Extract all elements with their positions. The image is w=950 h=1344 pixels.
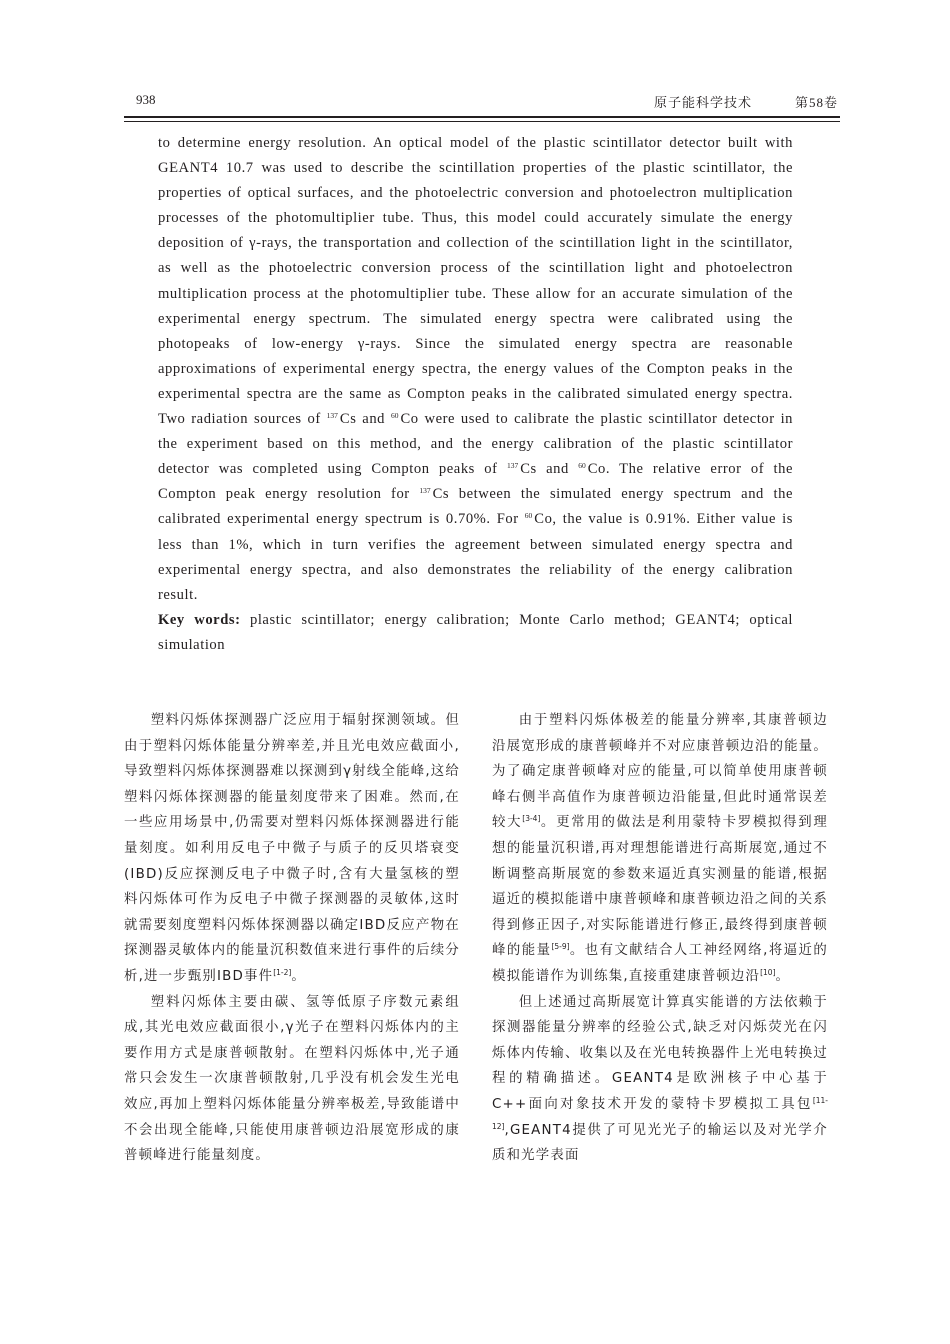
abstract-text: Cs between the simulated energy spectrum and the calibrated experimental energy spectrum is 0.70%. For <box>158 486 793 528</box>
isotope-mass: 137 <box>506 461 519 471</box>
body-paragraph <box>124 708 460 990</box>
header-rule-thick <box>124 116 840 118</box>
journal-title: 原子能科学技术 <box>653 95 752 110</box>
paragraph-text: 由于塑料闪烁体极差的能量分辨率,其康普顿边沿展宽形成的康普顿峰并不对应康普顿边沿的能量。为了确定康普顿峰对应的能量,可以简单使用康普顿峰右侧半高值作为康普顿边沿能量,但此时通常误差较大 <box>492 713 828 831</box>
body-paragraph <box>492 708 828 990</box>
paragraph-text: 。也有文献结合人工神经网络,将逼近的模拟能谱作为训练集,直接重建康普顿边沿 <box>492 943 828 984</box>
isotope-mass: 137 <box>419 486 431 496</box>
abstract-text: Cs and <box>520 461 569 478</box>
isotope-mass: 137 <box>326 411 338 421</box>
abstract-text: Co, the value is 0.91%. Either value is less than 1%, which in turn verifies the agreement between simulated energy spectra and experimental energy spectra, and also demonstrates the reliability of the energy calibration result. <box>158 511 793 603</box>
citation: [3-4] <box>522 814 541 824</box>
isotope-mass: 60 <box>390 411 399 421</box>
paragraph-text: 塑料闪烁体主要由碳、氢等低原子序数元素组成,其光电效应截面很小,γ光子在塑料闪烁体内的主要作用方式是康普顿散射。在塑料闪烁体中,光子通常只会发生一次康普顿散射,几乎没有机会发生光电效应,再加上塑料闪烁体能量分辨率极差,导致能谱中不会出现全能峰,只能使用康普顿边沿展宽形成的康普顿峰进行能量刻度。 <box>124 994 460 1164</box>
citation: [1-2] <box>273 967 292 977</box>
volume-label: 第58卷 <box>794 95 838 110</box>
abstract-text: Cs and <box>339 411 386 428</box>
english-abstract <box>158 131 793 658</box>
keywords-label: Key words: <box>158 611 241 628</box>
abstract-paragraph <box>158 131 793 608</box>
citation: [5-9] <box>551 942 570 952</box>
isotope-mass: 60 <box>578 461 586 471</box>
header-rule-thin <box>124 121 840 122</box>
paragraph-text: ,GEANT4提供了可见光光子的输运以及对光学介质和光学表面 <box>492 1122 828 1164</box>
body-paragraph <box>124 990 460 1169</box>
keywords-line <box>158 608 793 658</box>
paragraph-text: 。更常用的做法是利用蒙特卡罗模拟得到理想的能量沉积谱,再对理想能谱进行高斯展宽,通过不断调整高斯展宽的参数来逼近真实测量的能谱,根据逼近的模拟能谱中康普顿峰和康普顿边沿之间的关系得到修正因子,对实际能谱进行修正,最终得到康普顿峰的能量 <box>492 815 828 959</box>
paragraph-text: 。 <box>775 968 791 984</box>
keywords-text: plastic scintillator; energy calibration; Monte Carlo method; GEANT4; optical simulation <box>158 611 793 653</box>
body-paragraph <box>492 990 828 1169</box>
paragraph-text: 。 <box>291 968 306 984</box>
paragraph-text: 但上述通过高斯展宽计算真实能谱的方法依赖于探测器能量分辨率的经验公式,缺乏对闪烁荧光在闪烁体内传输、收集以及在光电转换器件上光电转换过程的精确描述。GEANT4是欧洲核子中心基于C++面向对象技术开发的蒙特卡罗模拟工具包 <box>492 994 828 1112</box>
abstract-text: to determine energy resolution. An optical model of the plastic scintillator detector built with GEANT4 10.7 was used to describe the scintillation properties of the plastic scintillator, the properties of optical surfaces, and the photoelectric conversion and photoelectron multiplication processes of the photomultiplier tube. Thus, this model could accurately simulate the energy deposition of γ-rays, the transportation and collection of the scintillation light in the scintillator, as well as the photoelectric conversion process of the scintillation light and photoelectron multiplication process at the photomultiplier tube. These allow for an accurate simulation of the experimental energy spectrum. The simulated energy spectra were calibrated using the photopeaks of low-energy γ-rays. Since the simulated energy spectra are reasonable approximations of experimental energy spectra, the energy values of the Compton peaks in the experimental spectra are the same as Compton peaks in the calibrated simulated energy spectra. Two radiation sources of <box>158 135 793 428</box>
page-header <box>124 92 840 114</box>
body-column-left <box>124 708 460 1169</box>
abstract-text: Co were used to calibrate the plastic scintillator detector in the experiment based on this method, and the energy calibration of the plastic scintillator detector was completed using Compton peaks of <box>158 411 794 478</box>
body-column-right <box>492 708 828 1169</box>
paragraph-text: 塑料闪烁体探测器广泛应用于辐射探测领域。但由于塑料闪烁体能量分辨率差,并且光电效应截面小,导致塑料闪烁体探测器难以探测到γ射线全能峰,这给塑料闪烁体探测器的能量刻度带来了困难。然而,在一些应用场景中,仍需要对塑料闪烁体探测器进行能量刻度。如利用反电子中微子与质子的反贝塔衰变(IBD)反应探测反电子中微子时,含有大量氢核的塑料闪烁体可作为反电子中微子探测器的灵敏体,这时就需要刻度塑料闪烁体探测器以确定IBD反应产物在探测器灵敏体内的能量沉积数值来进行事件的后续分析,进一步甄别IBD事件 <box>124 713 460 984</box>
citation: [10] <box>760 967 776 977</box>
isotope-mass: 60 <box>524 511 533 521</box>
citation: [11-12] <box>492 1095 828 1131</box>
abstract-text: Co. The relative error of the Compton peak energy resolution for <box>158 461 794 503</box>
page-number: 938 <box>136 92 156 107</box>
